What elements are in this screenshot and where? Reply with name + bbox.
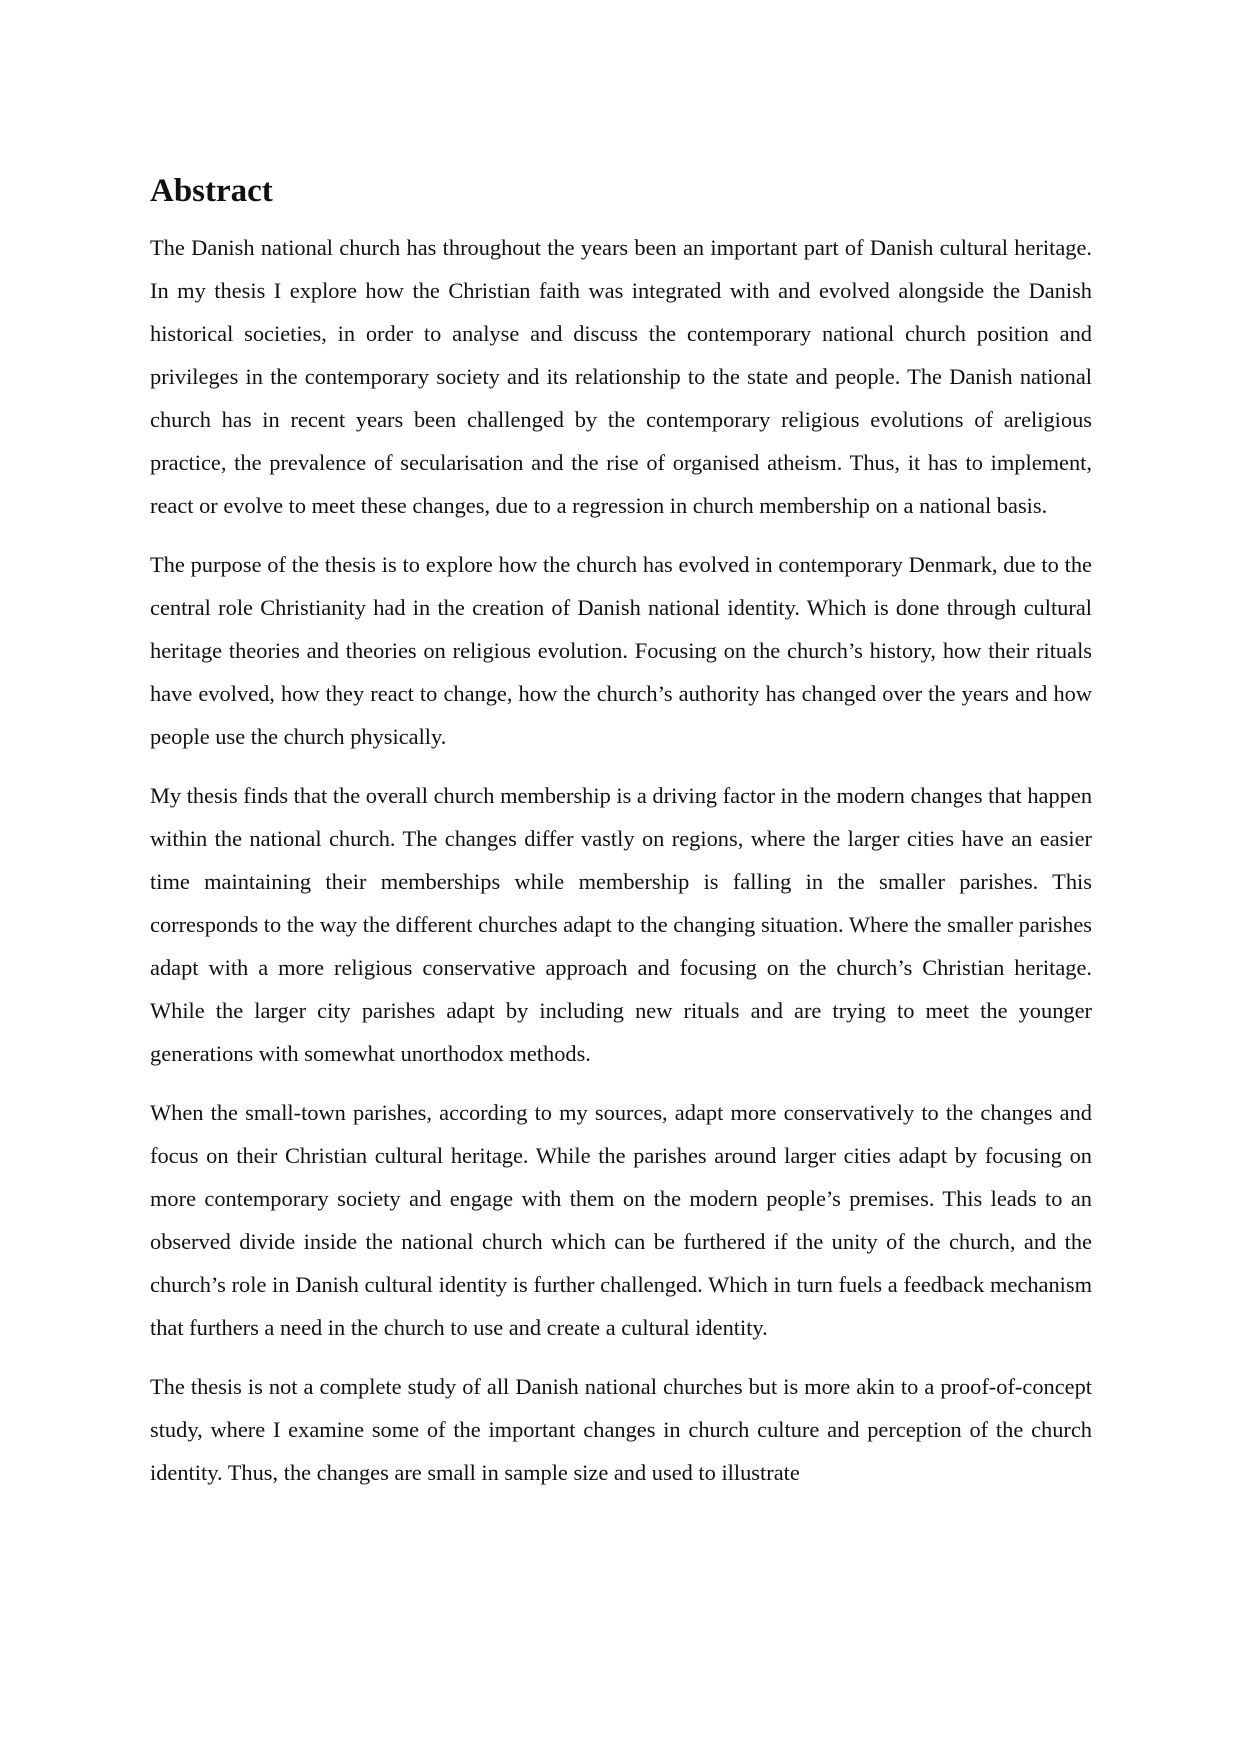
page-content (150, 172, 1092, 1510)
abstract-paragraph-3: My thesis finds that the overall church membership is a driving factor in the modern changes that happen within the national church. The changes differ vastly on regions, where the larger cities have an easier time maintaining their memberships while membership is falling in the smaller parishes. This corresponds to the way the different churches adapt to the changing situation. Where the smaller parishes adapt with a more religious conservative approach and focusing on the church’s Christian heritage. While the larger city parishes adapt by including new rituals and are trying to meet the younger generations with somewhat unorthodox methods. (150, 782, 1093, 1066)
abstract-paragraph-1: The Danish national church has throughout the years been an important part of Danish cultural heritage. In my thesis I explore how the Christian faith was integrated with and evolved alongside the Danish historical societies, in order to analyse and discuss the contemporary national church position and privileges in the contemporary society and its relationship to the state and people. The Danish national church has in recent years been challenged by the contemporary religious evolutions of areligious practice, the prevalence of secularisation and the rise of organised atheism. Thus, it has to implement, react or evolve to meet these changes, due to a regression in church membership on a national basis. (150, 234, 1092, 518)
abstract-paragraph-2: The purpose of the thesis is to explore how the church has evolved in contemporary Denmark, due to the central role Christianity had in the creation of Danish national identity. Which is done through cultural heritage theories and theories on religious evolution. Focusing on the church’s history, how their rituals have evolved, how they react to change, how the church’s authority has changed over the years and how people use the church physically. (150, 551, 1092, 749)
abstract-paragraph-4: When the small-town parishes, according to my sources, adapt more conservatively to the changes and focus on their Christian cultural heritage. While the parishes around larger cities adapt by focusing on more contemporary society and engage with them on the modern people’s premises. This leads to an observed divide inside the national church which can be furthered if the unity of the church, and the church’s role in Danish cultural identity is further challenged. Which in turn fuels a feedback mechanism that furthers a need in the church to use and create a cultural identity. (150, 1099, 1092, 1340)
abstract-paragraph-5: The thesis is not a complete study of all Danish national churches but is more akin to a proof-of-concept study, where I examine some of the important changes in church culture and perception of the church identity. Thus, the changes are small in sample size and used to illustrate (150, 1373, 1092, 1485)
section-heading-abstract: Abstract (150, 173, 273, 209)
